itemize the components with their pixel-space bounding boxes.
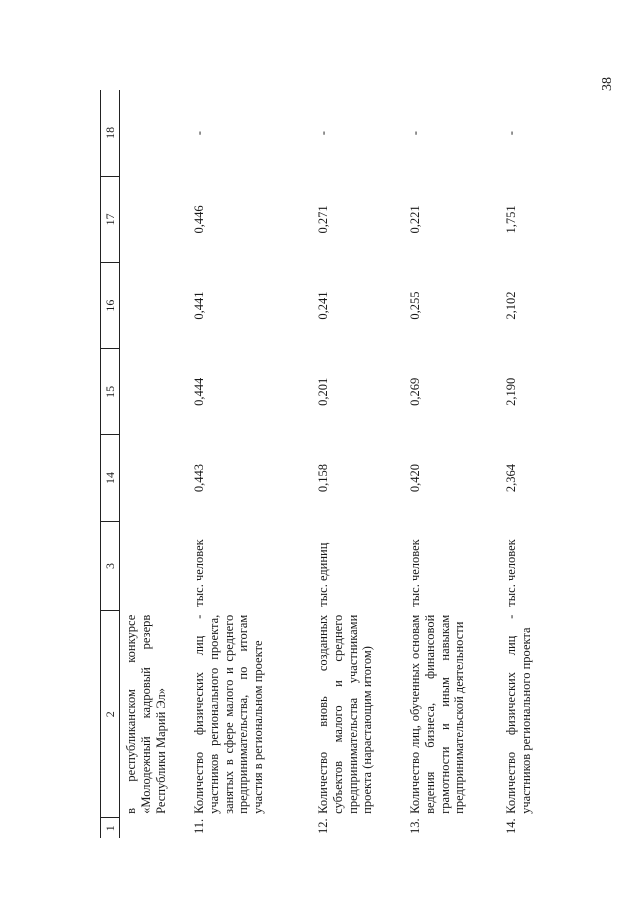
value-cell	[120, 90, 189, 176]
value-cell: -	[408, 131, 422, 136]
value-cell	[120, 176, 189, 262]
indicator-name: Количество лиц, обученных основам ведения бизнеса, финансовой грамотности и иным навыкам предпринимательской деятельности	[408, 614, 467, 814]
indicators-table-rotated	[100, 90, 533, 838]
row-number: 14.	[504, 818, 518, 834]
value-cell: 0,441	[192, 291, 206, 320]
unit-cell: тыс. человек	[192, 539, 206, 607]
column-header: 14	[101, 435, 120, 521]
table-row	[188, 90, 312, 838]
value-cell: 2,102	[504, 291, 518, 320]
table-row	[120, 90, 189, 838]
header-row	[101, 90, 120, 838]
unit-cell	[120, 521, 189, 611]
unit-cell: тыс. человек	[408, 539, 422, 607]
value-cell: 0,269	[408, 377, 422, 406]
value-cell: 0,255	[408, 291, 422, 320]
value-cell: 0,201	[316, 377, 330, 406]
unit-cell: тыс. человек	[504, 539, 518, 607]
indicator-name: Количество вновь созданных субъектов малого и среднего предпринимательства участниками проекта (нарастающим итогом)	[316, 614, 375, 814]
row-number: 12.	[316, 818, 330, 834]
column-header: 16	[101, 262, 120, 348]
value-cell	[120, 435, 189, 521]
table-row	[312, 90, 404, 838]
table-row	[500, 90, 558, 838]
column-header: 18	[101, 90, 120, 176]
value-cell: 0,444	[192, 377, 206, 406]
value-cell	[120, 262, 189, 348]
value-cell: -	[192, 131, 206, 136]
page-number: 38	[600, 77, 615, 91]
indicator-name: в республиканском конкурсе «Молодежный кадровый резерв Республики Марий Эл»	[124, 614, 168, 814]
value-cell	[120, 349, 189, 435]
indicator-name: Количество физических лиц - участников регионального проекта	[504, 614, 533, 814]
value-cell: 0,443	[192, 463, 206, 493]
column-header: 2	[101, 611, 120, 818]
value-cell: 0,271	[316, 205, 330, 234]
column-header: 15	[101, 349, 120, 435]
column-header: 1	[101, 818, 120, 838]
value-cell: 1,751	[504, 205, 518, 234]
row-number	[120, 818, 189, 838]
row-number: 13.	[408, 818, 422, 834]
table-row	[404, 90, 500, 838]
column-header: 3	[101, 521, 120, 611]
indicator-name: Количество физических лиц - участников регионального проекта, занятых в сфере малого и среднего предпринимательства, по итогам участия в региональном проекте	[192, 614, 265, 814]
row-number: 11.	[192, 818, 206, 834]
value-cell: 0,446	[192, 205, 206, 234]
column-header: 17	[101, 176, 120, 262]
indicators-table	[100, 90, 558, 838]
value-cell: -	[504, 131, 518, 136]
value-cell: -	[316, 131, 330, 136]
value-cell: 0,221	[408, 205, 422, 234]
value-cell: 0,241	[316, 291, 330, 320]
value-cell: 2,190	[504, 377, 518, 406]
value-cell: 2,364	[504, 463, 518, 493]
value-cell: 0,158	[316, 463, 330, 493]
unit-cell: тыс. единиц	[316, 542, 330, 607]
value-cell: 0,420	[408, 463, 422, 493]
